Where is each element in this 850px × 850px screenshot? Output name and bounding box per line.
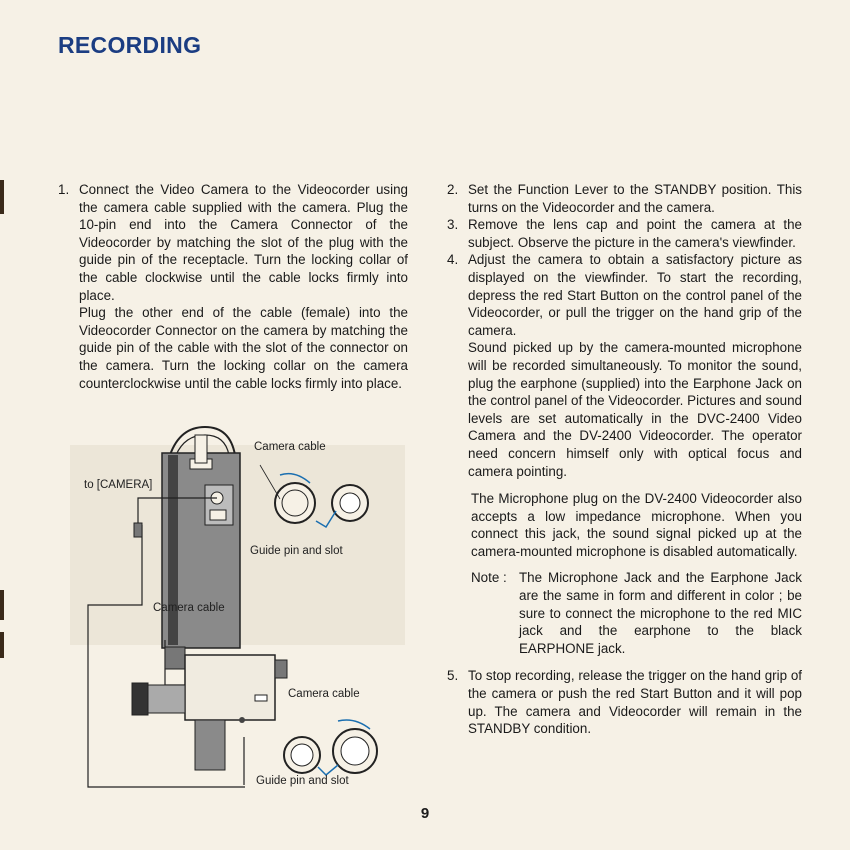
step-4: [447, 251, 802, 480]
camera-illustration: [132, 640, 287, 770]
step-2: [447, 181, 802, 216]
diagram-drawing: [70, 415, 410, 805]
step-5-text: To stop recording, release the trigger on the hand grip of the camera or push the red Start Button and it will pop up. The camera and Videocorder will remain in the STANDBY condition.: [468, 668, 802, 737]
scan-edge-mark: [0, 180, 4, 214]
page-number: 9: [420, 805, 430, 822]
page-title: RECORDING: [58, 32, 202, 58]
videocorder-illustration: [162, 427, 240, 648]
right-column: [447, 181, 802, 738]
step-3: [447, 216, 802, 251]
step-4-paragraph-1: Adjust the camera to obtain a satisfactory picture as displayed on the viewfinder. To start the recording, depress the red Start Button on the control panel of the Videocorder, or pull the trigger on the hand grip of the camera.: [468, 252, 802, 338]
step-number: 4.: [447, 252, 459, 268]
label-camera-cable-left: Camera cable: [153, 602, 225, 614]
step-number: 1.: [58, 182, 70, 197]
left-column: [58, 181, 408, 392]
step-2-text: Set the Function Lever to the STANDBY position. This turns on the Videocorder and the camera.: [468, 182, 802, 215]
connection-diagram: [70, 415, 410, 805]
step-4-paragraph-2: Sound picked up by the camera-mounted microphone will be recorded simultaneously. To monitor the sound, plug the earphone (supplied) into the Earphone Jack on the control panel of the Videocorder. Pictures and sound levels are set automatically in the DVC-2400 Video Camera and the DV-2400 Videocorder. The operator need concern himself only with optical focus and camera pointing.: [468, 340, 802, 479]
step-3-text: Remove the lens cap and point the camera at the subject. Observe the picture in the camera's viewfinder.: [468, 217, 802, 250]
note: [471, 569, 802, 657]
step-1-paragraph-2: Plug the other end of the cable (female) into the Videocorder Connector on the camera by matching the guide pin of the cable with the slot of the connector on the camera. Turn the locking collar on the camera counterclockwise until the cable locks firmly into place.: [79, 305, 408, 391]
scan-edge-mark: [0, 632, 4, 658]
label-camera-cable-top: Camera cable: [254, 441, 326, 453]
scan-edge-mark: [0, 590, 4, 620]
note-label: Note :: [471, 570, 507, 586]
step-number: 3.: [447, 217, 459, 233]
step-5: [447, 667, 802, 737]
step-number: 5.: [447, 668, 459, 684]
step-1: [58, 181, 408, 392]
label-guide-pin-bottom: Guide pin and slot: [256, 775, 349, 787]
microphone-paragraph: The Microphone plug on the DV-2400 Videocorder also accepts a low impedance microphone. When you connect this jack, the sound signal picked up at the camera-mounted microphone is disabled automatically.: [471, 491, 802, 559]
label-camera-cable-bottom: Camera cable: [288, 688, 360, 700]
step-number: 2.: [447, 182, 459, 197]
step-1-paragraph-1: Connect the Video Camera to the Videocorder using the camera cable supplied with the camera. Plug the 10-pin end into the Camera Connector of the Videocorder by matching the slot of the plug with the guide pin of the receptacle. Turn the locking collar of the cable clockwise until the cable locks firmly into place.: [79, 182, 408, 303]
label-to-camera: to [CAMERA]: [84, 479, 153, 491]
label-guide-pin-top: Guide pin and slot: [250, 545, 343, 557]
note-text: The Microphone Jack and the Earphone Jack are the same in form and different in color ; be sure to connect the microphone to the red MIC jack and the earphone to the black EARPHONE jack.: [519, 570, 802, 656]
